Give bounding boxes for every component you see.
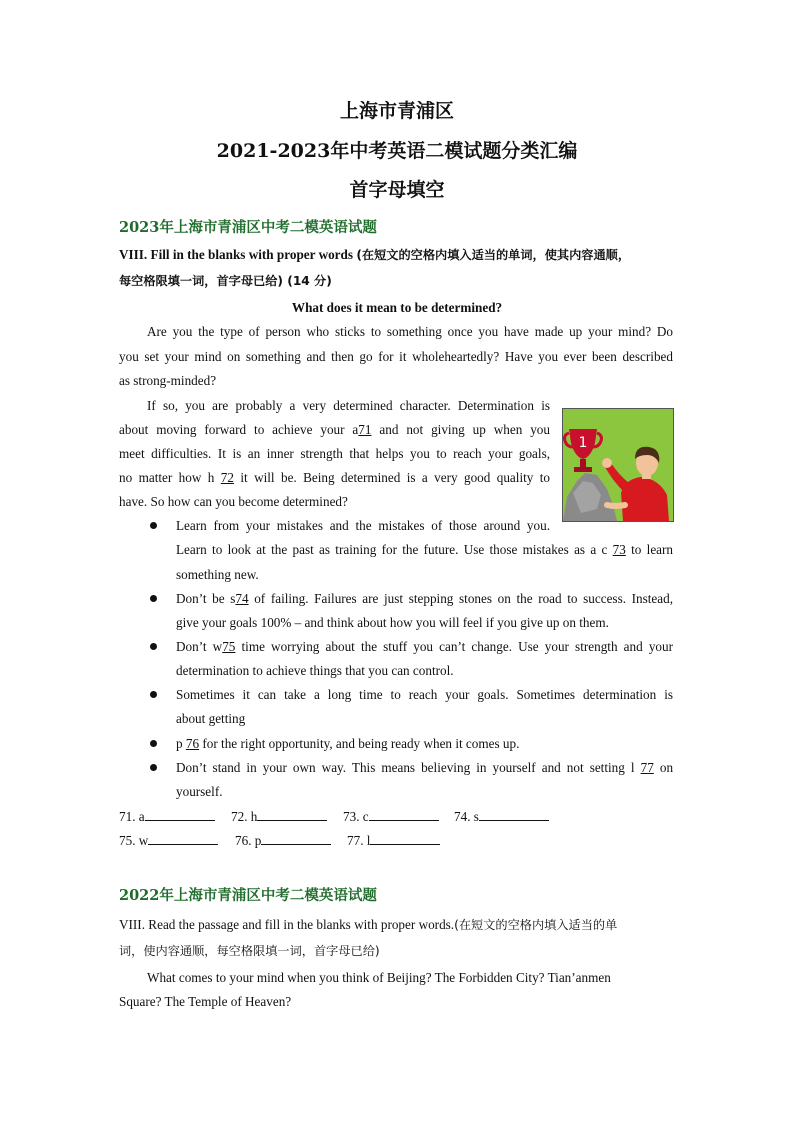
instruction-2022-cn2: 词，使内容通顺，每空格限填一词，首字母已给) <box>119 944 380 958</box>
instruction-2022-en: VIII. Read the passage and fill in the blanks with proper words. <box>119 917 455 932</box>
bullet1-line3: something new. <box>176 567 259 582</box>
doc-title-topic: 首字母填空 <box>349 179 445 201</box>
bullet-dot-4 <box>150 691 157 698</box>
p1-line3: as strong-minded? <box>119 373 217 388</box>
bullet2-line2: give your goals 100% – and think about how you will feel if you give up on them. <box>176 615 609 630</box>
doc-title-collection: 2021-2023年中考英语二模试题分类汇编 <box>216 140 578 162</box>
bullet2-line1-start: Don’t be s <box>176 591 236 606</box>
answer-71 <box>119 808 215 825</box>
bullet2-line1-end: of failing. Failures are just stepping stones on the road to success. Instead, <box>254 591 674 606</box>
answer-75-blank <box>148 832 218 845</box>
blank-75: 75 <box>222 639 236 654</box>
p2022-line1: What comes to your mind when you think of Beijing? The Forbidden City? Tian’anmen <box>147 970 611 985</box>
bullet-dot-2 <box>150 595 157 602</box>
answer-74 <box>454 808 549 825</box>
bullet4-line1: Sometimes it can take a long time to reach your goals. Sometimes determination is <box>176 687 673 702</box>
answer-77-label: 77. l <box>347 833 371 848</box>
bullet3-line2: determination to achieve things that you can control. <box>176 663 454 678</box>
instruction-2022-cn1: (在短文的空格内填入适当的单 <box>454 918 618 932</box>
bullet6-line1-start: Don’t stand in your own way. This means believing in yourself and not setting l <box>176 760 635 775</box>
bullet5-line1-end: for the right opportunity, and being ready when it comes up. <box>202 736 520 751</box>
bullet5-line1-start: p <box>176 736 183 751</box>
answer-76-blank <box>261 832 331 845</box>
bullet1-line2-start: Learn to look at the past as training for the future. Use those mistakes as a c <box>176 542 608 557</box>
p1-line1: Are you the type of person who sticks to something once you have made up your mind? Do <box>147 324 673 339</box>
section-heading-2022: 2022年上海市青浦区中考二模英语试题 <box>119 887 377 904</box>
p2-line2-end: and not giving up when you <box>379 422 550 437</box>
blank-74: 74 <box>235 591 249 606</box>
answer-76 <box>235 832 331 849</box>
answer-73-label: 73. c <box>343 809 369 824</box>
section-heading-2023: 2023年上海市青浦区中考二模英语试题 <box>119 219 377 236</box>
bullet6-line2: yourself. <box>176 784 223 799</box>
bullet1-line2 <box>176 542 673 558</box>
doc-title-district: 上海市青浦区 <box>339 100 454 122</box>
trophy-climber-icon <box>563 409 673 521</box>
answer-72 <box>231 808 327 825</box>
answer-73-blank <box>369 808 439 821</box>
p2-line3: meet difficulties. It is an inner strength that helps you to reach your goals, <box>119 446 550 461</box>
blank-72: 72 <box>220 470 234 485</box>
instruction-2022-line1 <box>119 916 617 933</box>
instruction-2023-line1 <box>119 246 630 263</box>
answer-77 <box>347 832 440 849</box>
illustration-trophy-climber <box>562 408 674 522</box>
answer-75 <box>119 832 218 849</box>
p2-line2 <box>119 422 550 438</box>
bullet1-line1: Learn from your mistakes and the mistakes of those around you. <box>176 518 550 533</box>
bullet3-line1-start: Don’t w <box>176 639 223 654</box>
bullet6-line1 <box>176 760 673 776</box>
bullet3-line1 <box>176 639 673 655</box>
blank-77: 77 <box>640 760 654 775</box>
answer-73 <box>343 808 439 825</box>
blank-76: 76 <box>185 736 200 751</box>
p2-line4-end: it will be. Being determined is a very good quality to <box>240 470 551 485</box>
answer-72-label: 72. h <box>231 809 258 824</box>
answer-75-label: 75. w <box>119 833 149 848</box>
bullet-dot-6 <box>150 764 157 771</box>
instruction-cn-part1: (在短文的空格内填入适当的单词，使其内容通顺， <box>356 248 631 262</box>
bullet-dot-1 <box>150 522 157 529</box>
p2-line2-start: about moving forward to achieve your a <box>119 422 359 437</box>
p2022-line2: Square? The Temple of Heaven? <box>119 994 292 1009</box>
p2-line4-start: no matter how h <box>119 470 215 485</box>
bullet-dot-5 <box>150 740 157 747</box>
answer-77-blank <box>370 832 440 845</box>
bullet-dot-3 <box>150 643 157 650</box>
answer-76-label: 76. p <box>235 833 262 848</box>
answer-71-label: 71. a <box>119 809 145 824</box>
bullet6-line1-end: on <box>659 760 674 775</box>
instruction-cn-part2: 每空格限填一词，首字母已给) (14 分) <box>119 274 332 288</box>
bullet3-line1-end: time worrying about the stuff you can’t change. Use your strength and your <box>241 639 674 654</box>
answer-74-label: 74. s <box>454 809 479 824</box>
bullet5-line1 <box>176 736 519 752</box>
bullet2-line1 <box>176 591 673 607</box>
answer-72-blank <box>257 808 327 821</box>
blank-73: 73 <box>612 542 626 557</box>
p1-line2: you set your mind on something and then go for it wholeheartedly? Have you ever been described <box>119 349 673 364</box>
svg-text:1: 1 <box>578 435 588 451</box>
passage-title: What does it mean to be determined? <box>291 300 503 315</box>
bullet1-line2-end: to learn <box>631 542 674 557</box>
instruction-en: VIII. Fill in the blanks with proper words <box>119 247 354 262</box>
p2-line1: If so, you are probably a very determined character. Determination is <box>147 398 550 413</box>
p2-line4 <box>119 470 550 486</box>
p2-line5: have. So how can you become determined? <box>119 494 348 509</box>
answer-71-blank <box>145 808 215 821</box>
answer-74-blank <box>479 808 549 821</box>
blank-71: 71 <box>358 422 372 437</box>
bullet4-line2: about getting <box>176 711 246 726</box>
